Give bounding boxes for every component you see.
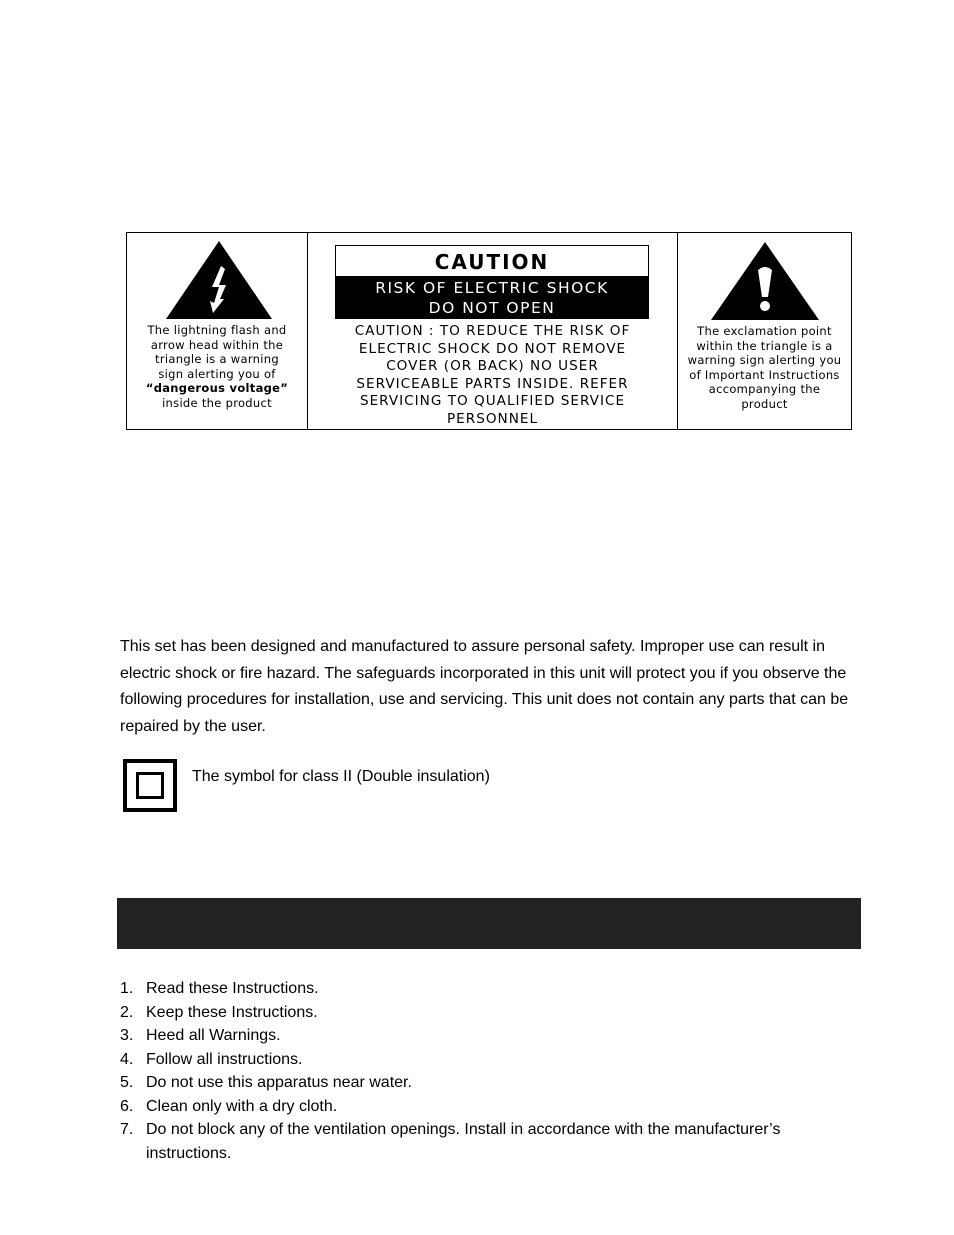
list-item — [120, 1095, 860, 1119]
lightning-cell — [127, 233, 308, 429]
list-item — [120, 1024, 860, 1048]
list-number: 3. — [120, 1027, 134, 1044]
list-number: 2. — [120, 1003, 134, 1021]
list-text: Heed all Warnings. — [146, 1027, 281, 1044]
caution-header — [335, 245, 649, 319]
list-text: Do not use this apparatus near water. — [146, 1074, 412, 1091]
lightning-description: The lightning flash and arrow head within the triangle is a warning sign alerting you of “dangerous voltage” inside the product — [145, 323, 289, 410]
caution-warning-banner: RISK OF ELECTRIC SHOCK DO NOT OPEN — [336, 276, 648, 318]
exclamation-description: The exclamation point within the triangle is a warning sign alerting you of Important Instructions accompanying the product — [687, 324, 842, 411]
exclamation-cell — [678, 233, 851, 429]
exclamation-warning-icon — [711, 242, 819, 320]
instructions-list — [120, 977, 860, 1165]
class-ii-inner-square — [136, 772, 164, 799]
list-number: 7. — [120, 1121, 134, 1138]
list-item — [120, 1048, 860, 1072]
list-text: Read these Instructions. — [146, 980, 319, 997]
list-item — [120, 1071, 860, 1095]
section-header-bar — [117, 898, 861, 949]
caution-title: CAUTION — [434, 250, 550, 274]
list-item — [120, 1118, 860, 1165]
list-text: Do not block any of the ventilation openings. Install in accordance with the manufacturer’s instructions. — [146, 1121, 781, 1162]
caution-label — [126, 232, 852, 430]
class-ii-double-insulation-icon — [123, 759, 177, 812]
class-ii-description: The symbol for class II (Double insulation) — [192, 768, 490, 785]
safety-paragraph: This set has been designed and manufactured to assure personal safety. Improper use can result in electric shock or fire hazard. The safeguards incorporated in this unit will protect you if you observe the following procedures for installation, use and servicing. This unit does not contain any parts that can be repaired by the user. — [120, 638, 849, 735]
caution-cell — [308, 233, 678, 429]
caution-body-text: CAUTION : TO REDUCE THE RISK OF ELECTRIC SHOCK DO NOT REMOVE COVER (OR BACK) NO USER SERVICEABLE PARTS INSIDE. REFER SERVICING TO QUALIFIED SERVICE PERSONNEL — [354, 323, 631, 427]
list-number: 5. — [120, 1074, 134, 1091]
list-text: Follow all instructions. — [146, 1050, 303, 1068]
list-number: 1. — [120, 980, 134, 997]
list-item — [120, 1001, 860, 1025]
list-number: 6. — [120, 1097, 134, 1115]
list-text: Keep these Instructions. — [146, 1003, 318, 1021]
lightning-warning-icon — [166, 241, 272, 319]
list-number: 4. — [120, 1050, 134, 1068]
list-item — [120, 977, 860, 1001]
list-text: Clean only with a dry cloth. — [146, 1097, 338, 1115]
